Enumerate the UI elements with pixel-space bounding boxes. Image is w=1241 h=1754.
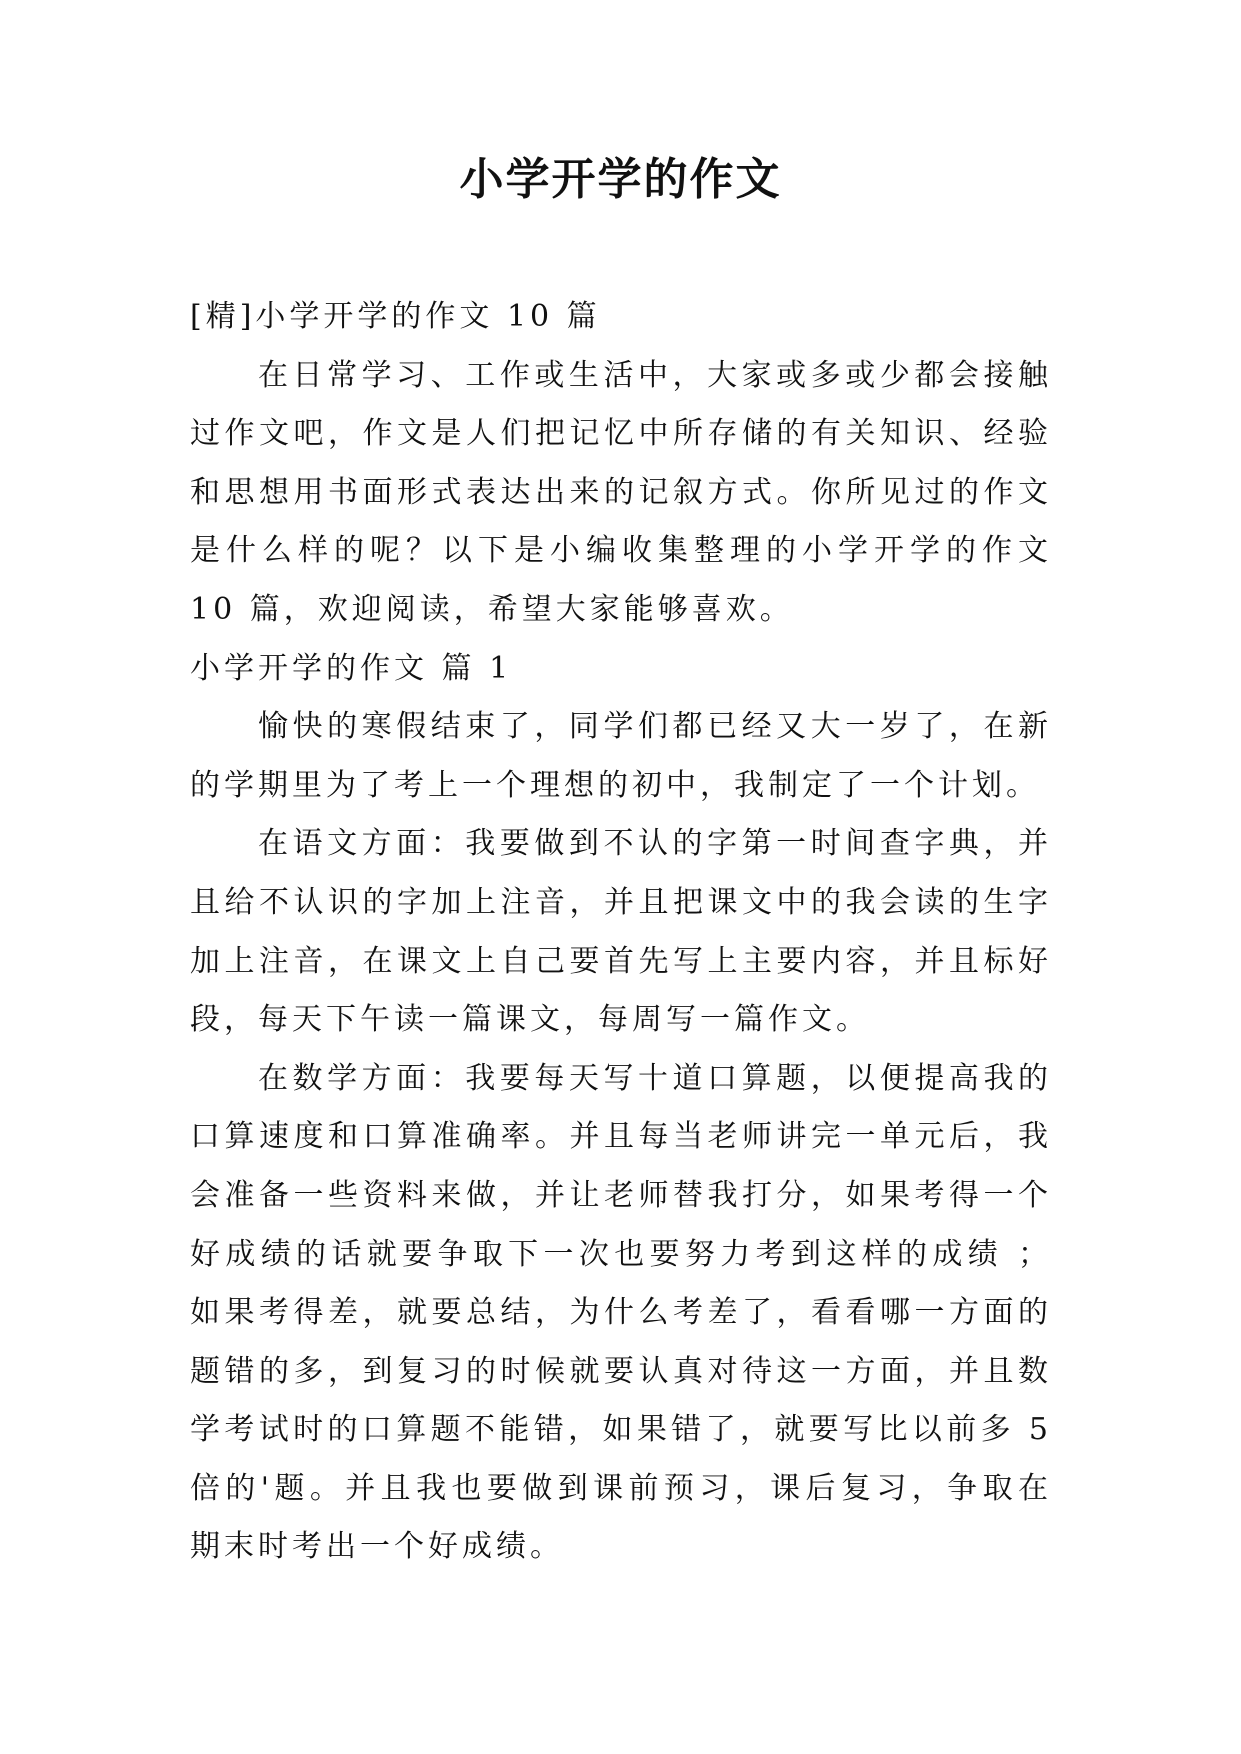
- intro-paragraph: 在日常学习、工作或生活中，大家或多或少都会接触过作文吧，作文是人们把记忆中所存储的有关知识、经验和思想用书面形式表达出来的记叙方式。你所见过的作文是什么样的呢？以下是小编收集整理的小学开学的作文 10 篇，欢迎阅读，希望大家能够喜欢。: [190, 357, 1052, 627]
- section-heading: 小学开学的作文 篇 1: [190, 650, 513, 686]
- body-paragraph-2: 在语文方面：我要做到不认的字第一时间查字典，并且给不认识的字加上注音，并且把课文中的我会读的生字加上注音，在课文上自己要首先写上主要内容，并且标好段，每天下午读一篇课文，每周写一篇作文。: [190, 826, 1052, 1038]
- document-body: [190, 288, 1052, 1577]
- body-paragraph-1: 愉快的寒假结束了，同学们都已经又大一岁了，在新的学期里为了考上一个理想的初中，我制定了一个计划。: [190, 709, 1052, 803]
- document-title: 小学开学的作文: [459, 154, 782, 205]
- document-subtitle: [精]小学开学的作文 10 篇: [190, 299, 601, 334]
- body-paragraph-3: 在数学方面：我要每天写十道口算题，以便提高我的口算速度和口算准确率。并且每当老师讲完一单元后，我会准备一些资料来做，并让老师替我打分，如果考得一个好成绩的话就要争取下一次也要努力考到这样的成绩 ；如果考得差，就要总结，为什么考差了，看看哪一方面的题错的多，到复习的时候就要认真对待这一方面，并且数学考试时的口算题不能错，如果错了，就要写比以前多 5 倍的'题。并且我也要做到课前预习，课后复习，争取在期末时考出一个好成绩。: [190, 1060, 1052, 1565]
